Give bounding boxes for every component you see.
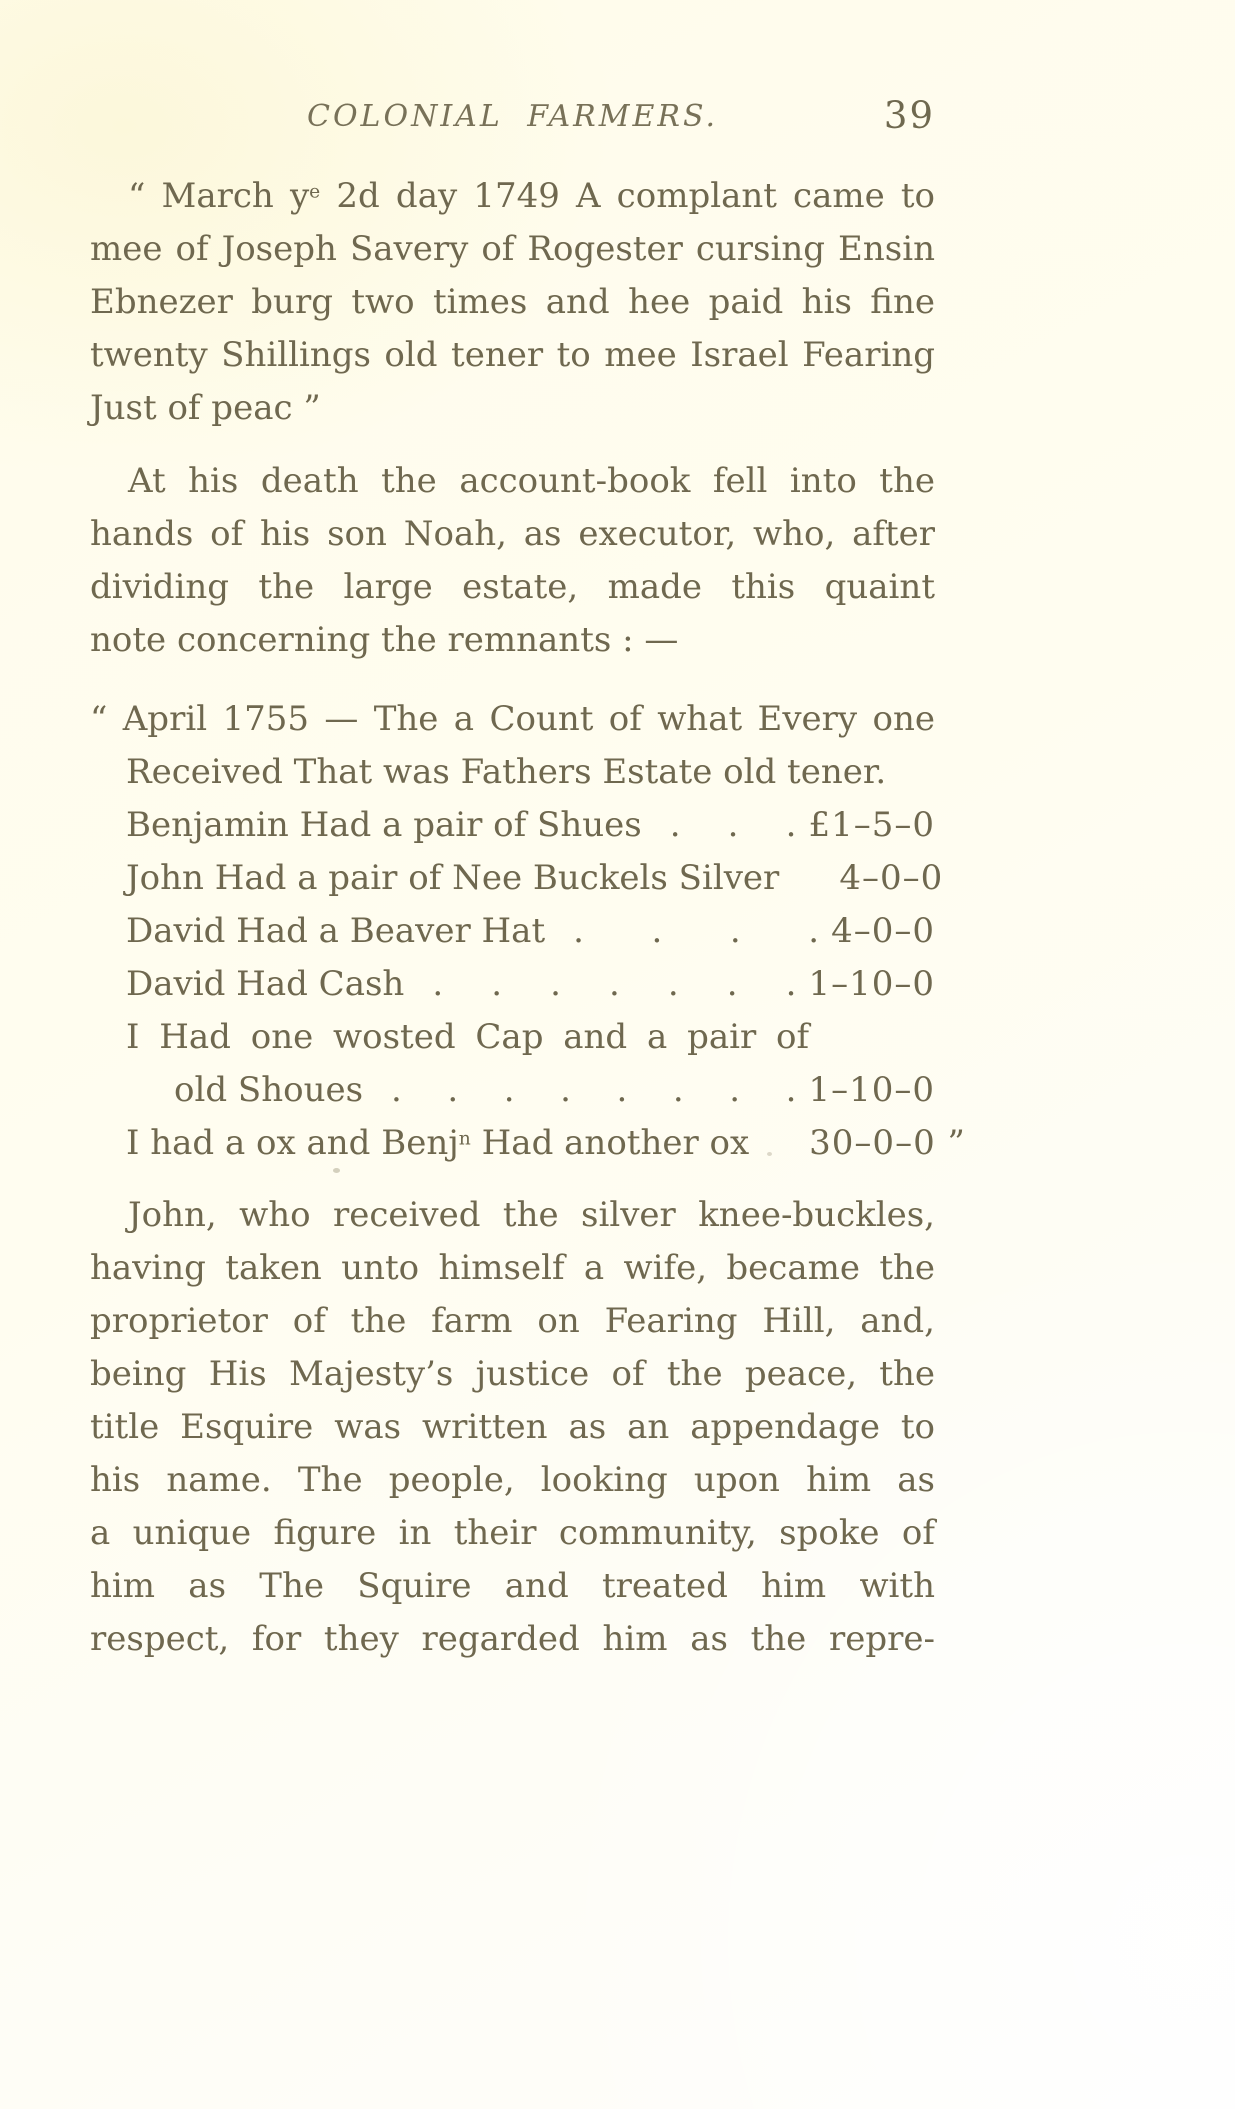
account-amount: 4–0–0: [839, 858, 944, 898]
account-item-text: David Had Cash: [126, 964, 405, 1004]
account-row: [90, 1064, 935, 1117]
account-row: [90, 958, 935, 1011]
page-number: 39: [883, 94, 935, 137]
text-line: mee of Joseph Savery of Rogester cursing Ensin: [90, 229, 935, 269]
text-line: Ebnezer burg two times and hee paid his fine: [90, 282, 935, 322]
text-line: note concerning the remnants : —: [90, 620, 679, 660]
account-amount: 1–10–0: [808, 964, 935, 1004]
account-item-text: Benjamin Had a pair of Shues: [126, 805, 642, 845]
account-item-text: John Had a pair of Nee Buckels Silver: [126, 858, 780, 898]
text-line: twenty Shillings old tener to mee Israel Fearing: [90, 335, 935, 375]
text-line: respect, for they regarded him as the repre-: [90, 1619, 935, 1659]
paragraph-at-his-death: [90, 455, 935, 667]
dot-leader: . . . .: [573, 911, 820, 951]
scan-speck: [333, 1168, 340, 1173]
account-item-text: David Had a Beaver Hat: [126, 911, 546, 951]
account-amount: £1–5–0: [808, 805, 935, 845]
text-line: hands of his son Noah, as executor, who, after: [90, 514, 935, 554]
account-row: I Had one wosted Cap and a pair of: [126, 1017, 810, 1057]
text-line: a unique figure in their community, spoke of: [90, 1513, 935, 1553]
paragraph-quote-march: [90, 170, 935, 435]
paragraph-john-squire: [90, 1189, 935, 1666]
account-row: [90, 799, 935, 852]
text-line: having taken unto himself a wife, became the: [90, 1248, 935, 1288]
account-row: [90, 852, 944, 905]
text-line: John, who received the silver knee-buckles,: [128, 1195, 935, 1235]
account-item-pre: I had a ox and Benj: [126, 1123, 459, 1163]
text-line: [90, 170, 935, 223]
dot-leader: . . . . . . . .: [391, 1070, 797, 1110]
account-item-text: [126, 1117, 749, 1170]
account-row: [90, 1117, 966, 1170]
dot-leader: . . . . . . .: [432, 964, 797, 1004]
account-row: [90, 905, 935, 958]
superscript-n: n: [458, 1128, 471, 1150]
page-header: [90, 94, 935, 139]
text-line: him as The Squire and treated him with: [90, 1566, 935, 1606]
quote-line-pre: “ March y: [128, 176, 310, 216]
text-line: At his death the account-book fell into the: [128, 461, 935, 501]
quote-line-post: 2d day 1749 A complant came to: [320, 176, 936, 216]
text-line: Just of peac ”: [90, 388, 321, 428]
dot-leader: . . .: [669, 805, 797, 845]
text-block: [90, 94, 966, 1666]
account-list: [90, 693, 966, 1170]
running-title: COLONIAL FARMERS.: [307, 99, 718, 134]
account-amount: 1–10–0: [808, 1070, 935, 1110]
superscript-e: e: [309, 181, 321, 203]
text-line: proprietor of the farm on Fearing Hill, and,: [90, 1301, 935, 1341]
scan-speck: [767, 1152, 772, 1156]
account-heading-line: “ April 1755 — The a Count of what Every one: [90, 699, 935, 739]
text-line: being His Majesty’s justice of the peace, the: [90, 1354, 935, 1394]
account-item-text: old Shoues: [174, 1070, 364, 1110]
account-amount: 4–0–0: [831, 911, 935, 951]
text-line: his name. The people, looking upon him as: [90, 1460, 935, 1500]
text-line: dividing the large estate, made this quaint: [90, 567, 935, 607]
account-amount: 30–0–0 ”: [809, 1123, 966, 1163]
account-heading-line: Received That was Fathers Estate old tener.: [126, 752, 887, 792]
text-line: title Esquire was written as an appendage to: [90, 1407, 935, 1447]
account-item-post: Had another ox: [470, 1123, 750, 1163]
